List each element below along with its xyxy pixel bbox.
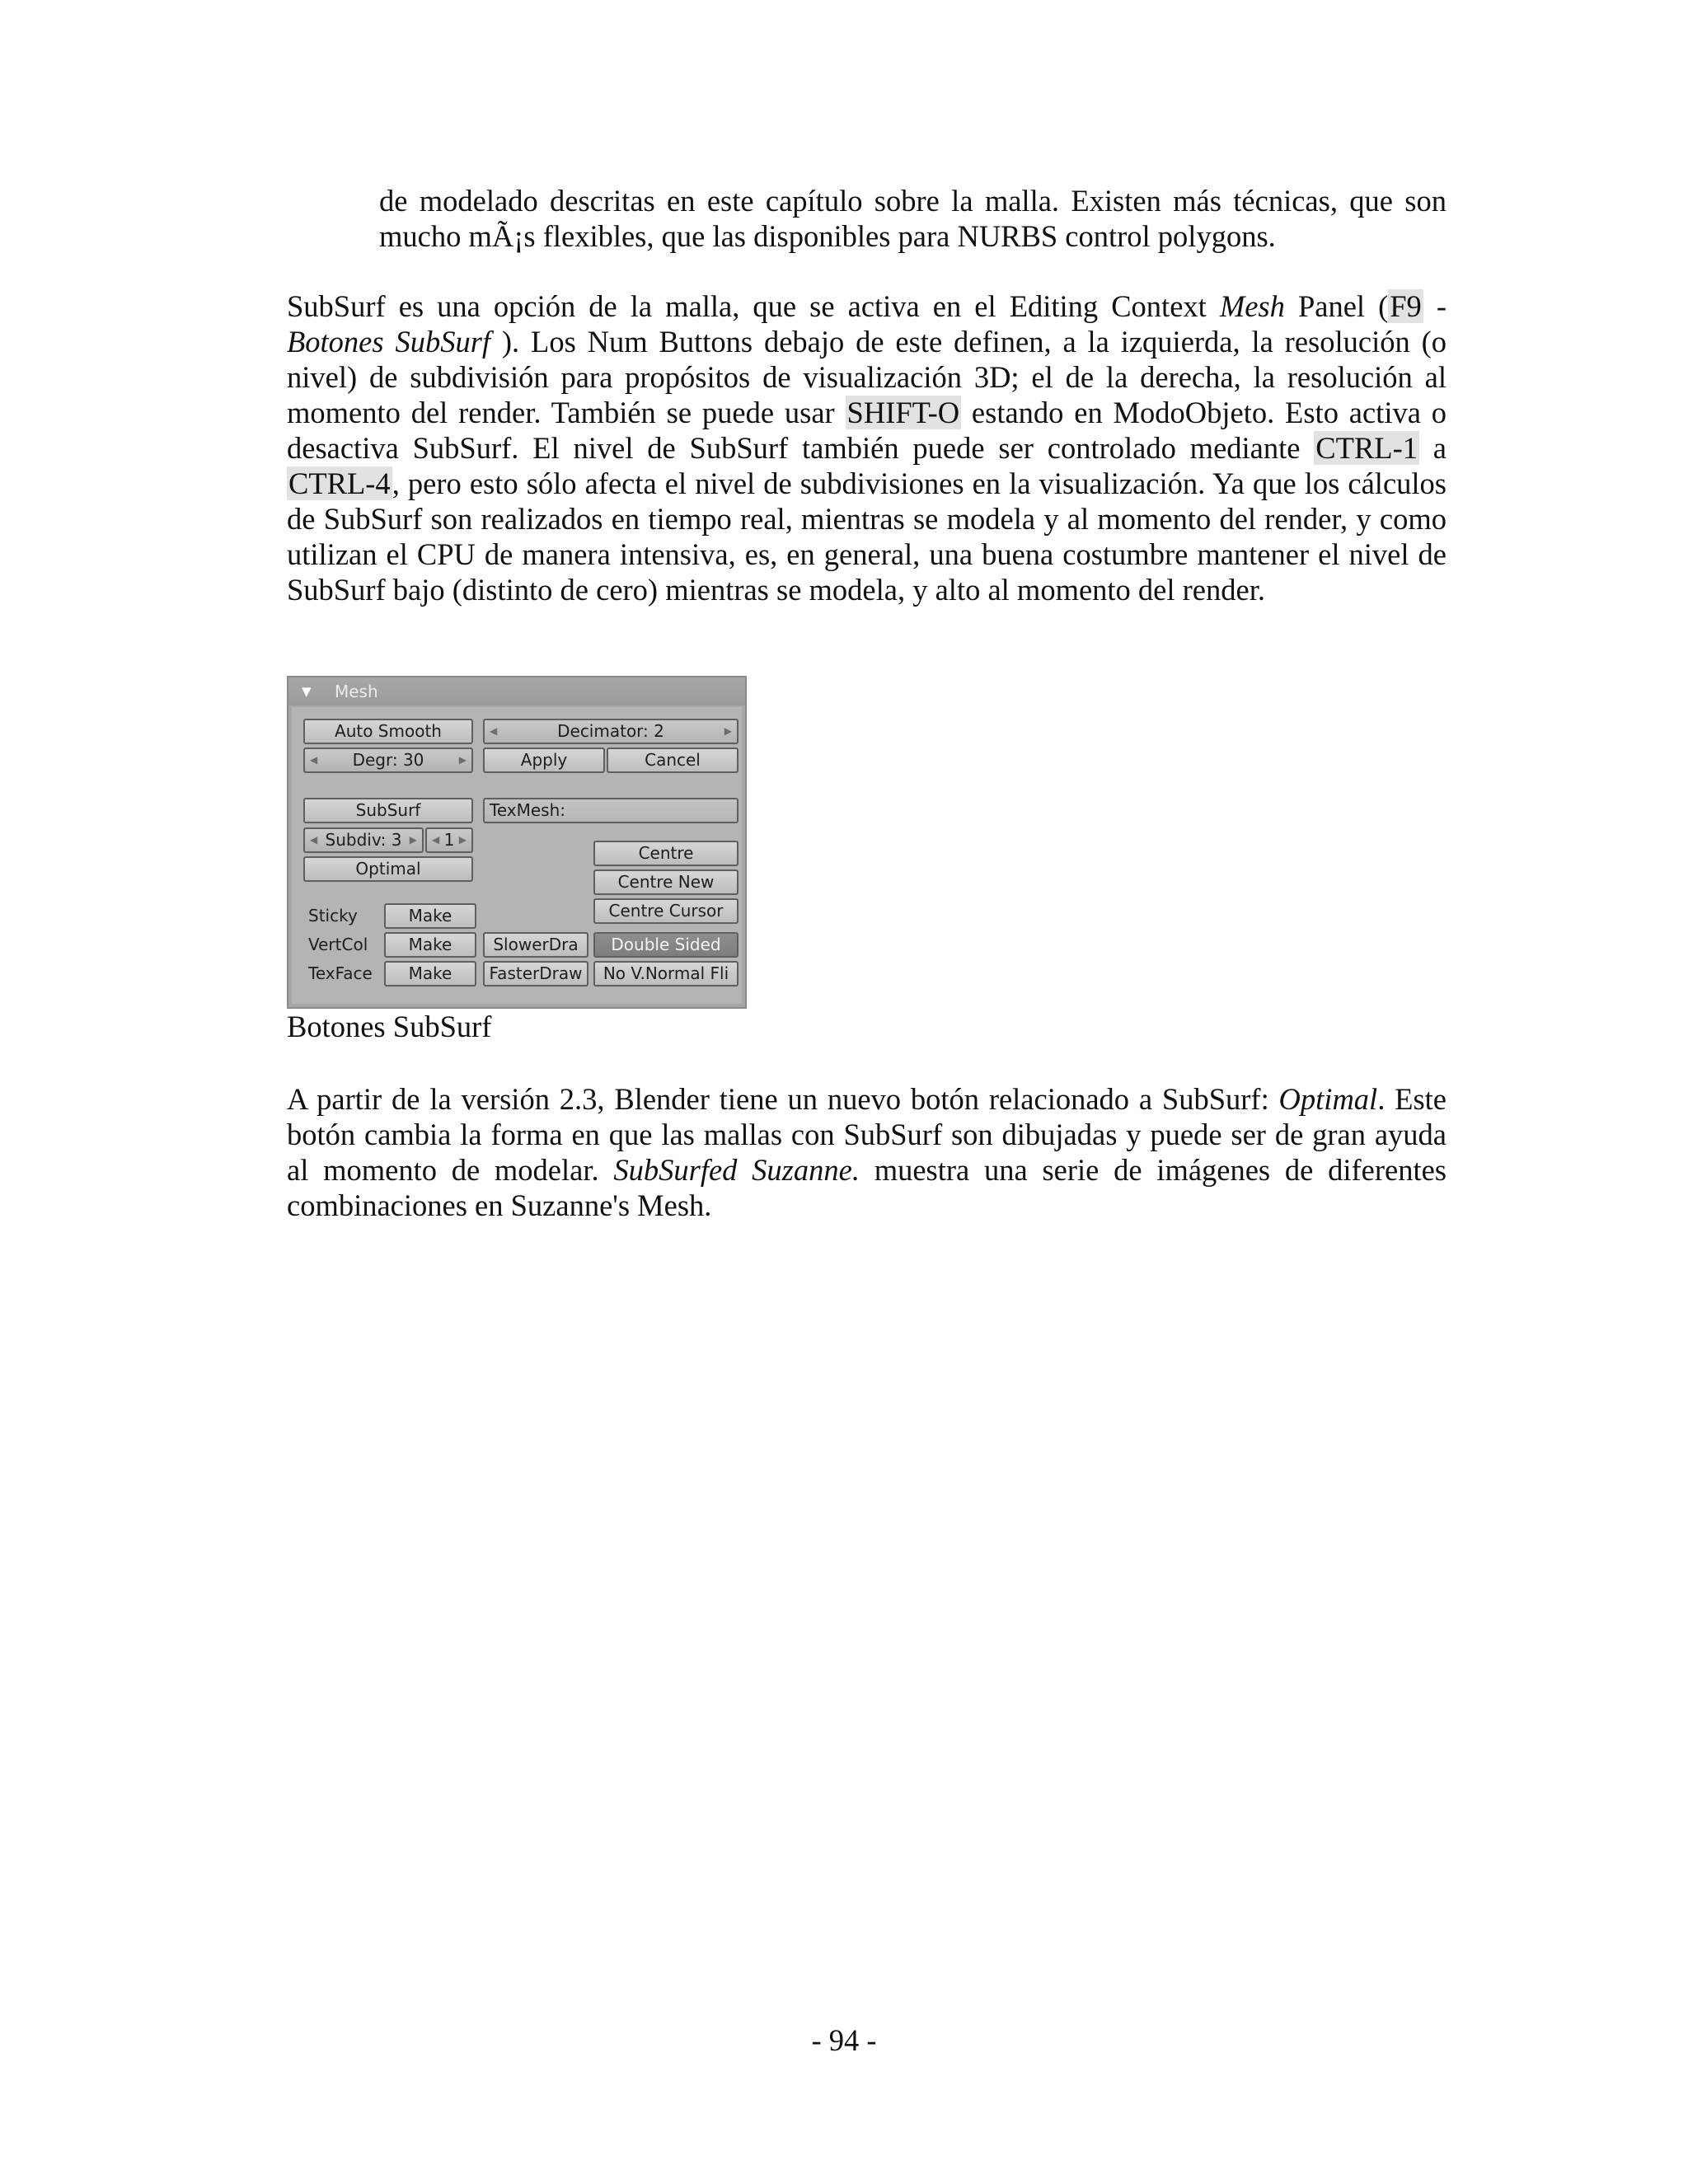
arrow-right-icon[interactable]: ▶ xyxy=(724,725,732,737)
optimal-toggle-button[interactable]: Optimal xyxy=(303,856,473,882)
centre-button[interactable]: Centre xyxy=(593,841,738,866)
centre-cursor-button[interactable]: Centre Cursor xyxy=(593,898,738,924)
optimal-paragraph: A partir de la versión 2.3, Blender tiene un nuevo botón relacionado a SubSurf: Optimal. Este botón cambia la forma en que las mallas con SubSurf son dibujadas y puede ser de gran ayuda al momento de modelar. SubSurfed Suzanne. muestra una serie de imágenes de diferentes combinaciones en Suzanne's Mesh. xyxy=(287,1082,1447,1222)
intro-paragraph: de modelado descritas en este capítulo sobre la malla. Existen más técnicas, que son mucho mÃ¡s flexibles, que las disponibles para NURBS control polygons. xyxy=(379,184,1447,253)
arrow-left-icon[interactable]: ◀ xyxy=(490,725,498,737)
arrow-right-icon[interactable]: ▶ xyxy=(458,754,467,766)
subsurf-toggle-button[interactable]: SubSurf xyxy=(303,798,473,823)
arrow-right-icon[interactable]: ▶ xyxy=(409,834,417,846)
vertcol-label: VertCol xyxy=(308,935,368,954)
arrow-left-icon[interactable]: ◀ xyxy=(310,834,318,846)
double-sided-toggle-button[interactable]: Double Sided xyxy=(593,932,738,958)
faster-draw-button[interactable]: FasterDraw xyxy=(483,961,588,987)
texface-make-button[interactable]: Make xyxy=(384,961,476,987)
degr-number-field[interactable]: ◀ Degr: 30 ▶ xyxy=(303,748,473,773)
mesh-panel-title: Mesh xyxy=(335,682,378,701)
hotkey-f9: F9 xyxy=(1390,289,1422,323)
arrow-left-icon[interactable]: ◀ xyxy=(432,834,440,846)
cancel-button[interactable]: Cancel xyxy=(607,748,738,773)
page-number: - 94 - xyxy=(811,2023,877,2057)
subsurf-paragraph: SubSurf es una opción de la malla, que se activa en el Editing Context Mesh Panel (F9 - Botones SubSurf ). Los Num Buttons debajo de este definen, a la izquierda, la resolución (o nivel) de subdivisión para propósitos de visualización 3D; el de la derecha, la resolución al momento del render. También se puede usar SHIFT-O estando en ModoObjeto. Esto activa o desactiva SubSurf. El nivel de SubSurf también puede ser controlado mediante CTRL-1 a CTRL-4, pero esto sólo afecta el nivel de subdivisiones en la visualización. Ya que los cálculos de SubSurf son realizados en tiempo real, mientras se modela y al momento del render, y como utilizan el CPU de manera intensiva, es, en general, una buena costumbre mantener el nivel de SubSurf bajo (distinto de cero) mientras se modela, y alto al momento del render. xyxy=(287,289,1447,607)
mesh-emphasis: Mesh xyxy=(1219,289,1285,323)
subsurfed-suzanne-emphasis: SubSurfed Suzanne. xyxy=(613,1153,860,1187)
centre-new-button[interactable]: Centre New xyxy=(593,869,738,895)
botones-subsurf-emphasis: Botones SubSurf xyxy=(287,325,491,359)
slower-draw-button[interactable]: SlowerDra xyxy=(483,932,588,958)
subdiv-number-field[interactable]: ◀ Subdiv: 3 ▶ xyxy=(303,827,424,853)
no-vnormal-flip-toggle-button[interactable]: No V.Normal Fli xyxy=(593,961,738,987)
arrow-right-icon[interactable]: ▶ xyxy=(458,834,467,846)
sticky-make-button[interactable]: Make xyxy=(384,903,476,929)
hotkey-ctrl-1: CTRL-1 xyxy=(1315,431,1418,465)
arrow-left-icon[interactable]: ◀ xyxy=(310,754,318,766)
apply-button[interactable]: Apply xyxy=(483,748,605,773)
decimator-number-field[interactable]: ◀ Decimator: 2 ▶ xyxy=(483,719,738,744)
auto-smooth-button[interactable]: Auto Smooth xyxy=(303,719,473,744)
sticky-label: Sticky xyxy=(308,906,358,926)
mesh-panel-body xyxy=(292,707,742,1004)
mesh-panel-header[interactable] xyxy=(288,677,745,705)
texmesh-input[interactable]: TexMesh: xyxy=(483,798,738,823)
hotkey-ctrl-4: CTRL-4 xyxy=(288,466,391,500)
optimal-emphasis: Optimal xyxy=(1278,1082,1378,1116)
render-level-number-field[interactable]: ◀ 1 ▶ xyxy=(425,827,473,853)
hotkey-shift-o: SHIFT-O xyxy=(846,396,960,429)
texface-label: TexFace xyxy=(308,963,373,983)
mesh-panel-figure xyxy=(287,676,747,1009)
vertcol-make-button[interactable]: Make xyxy=(384,932,476,958)
collapse-triangle-icon[interactable]: ▼ xyxy=(302,684,312,699)
figure-caption: Botones SubSurf xyxy=(287,1010,492,1043)
